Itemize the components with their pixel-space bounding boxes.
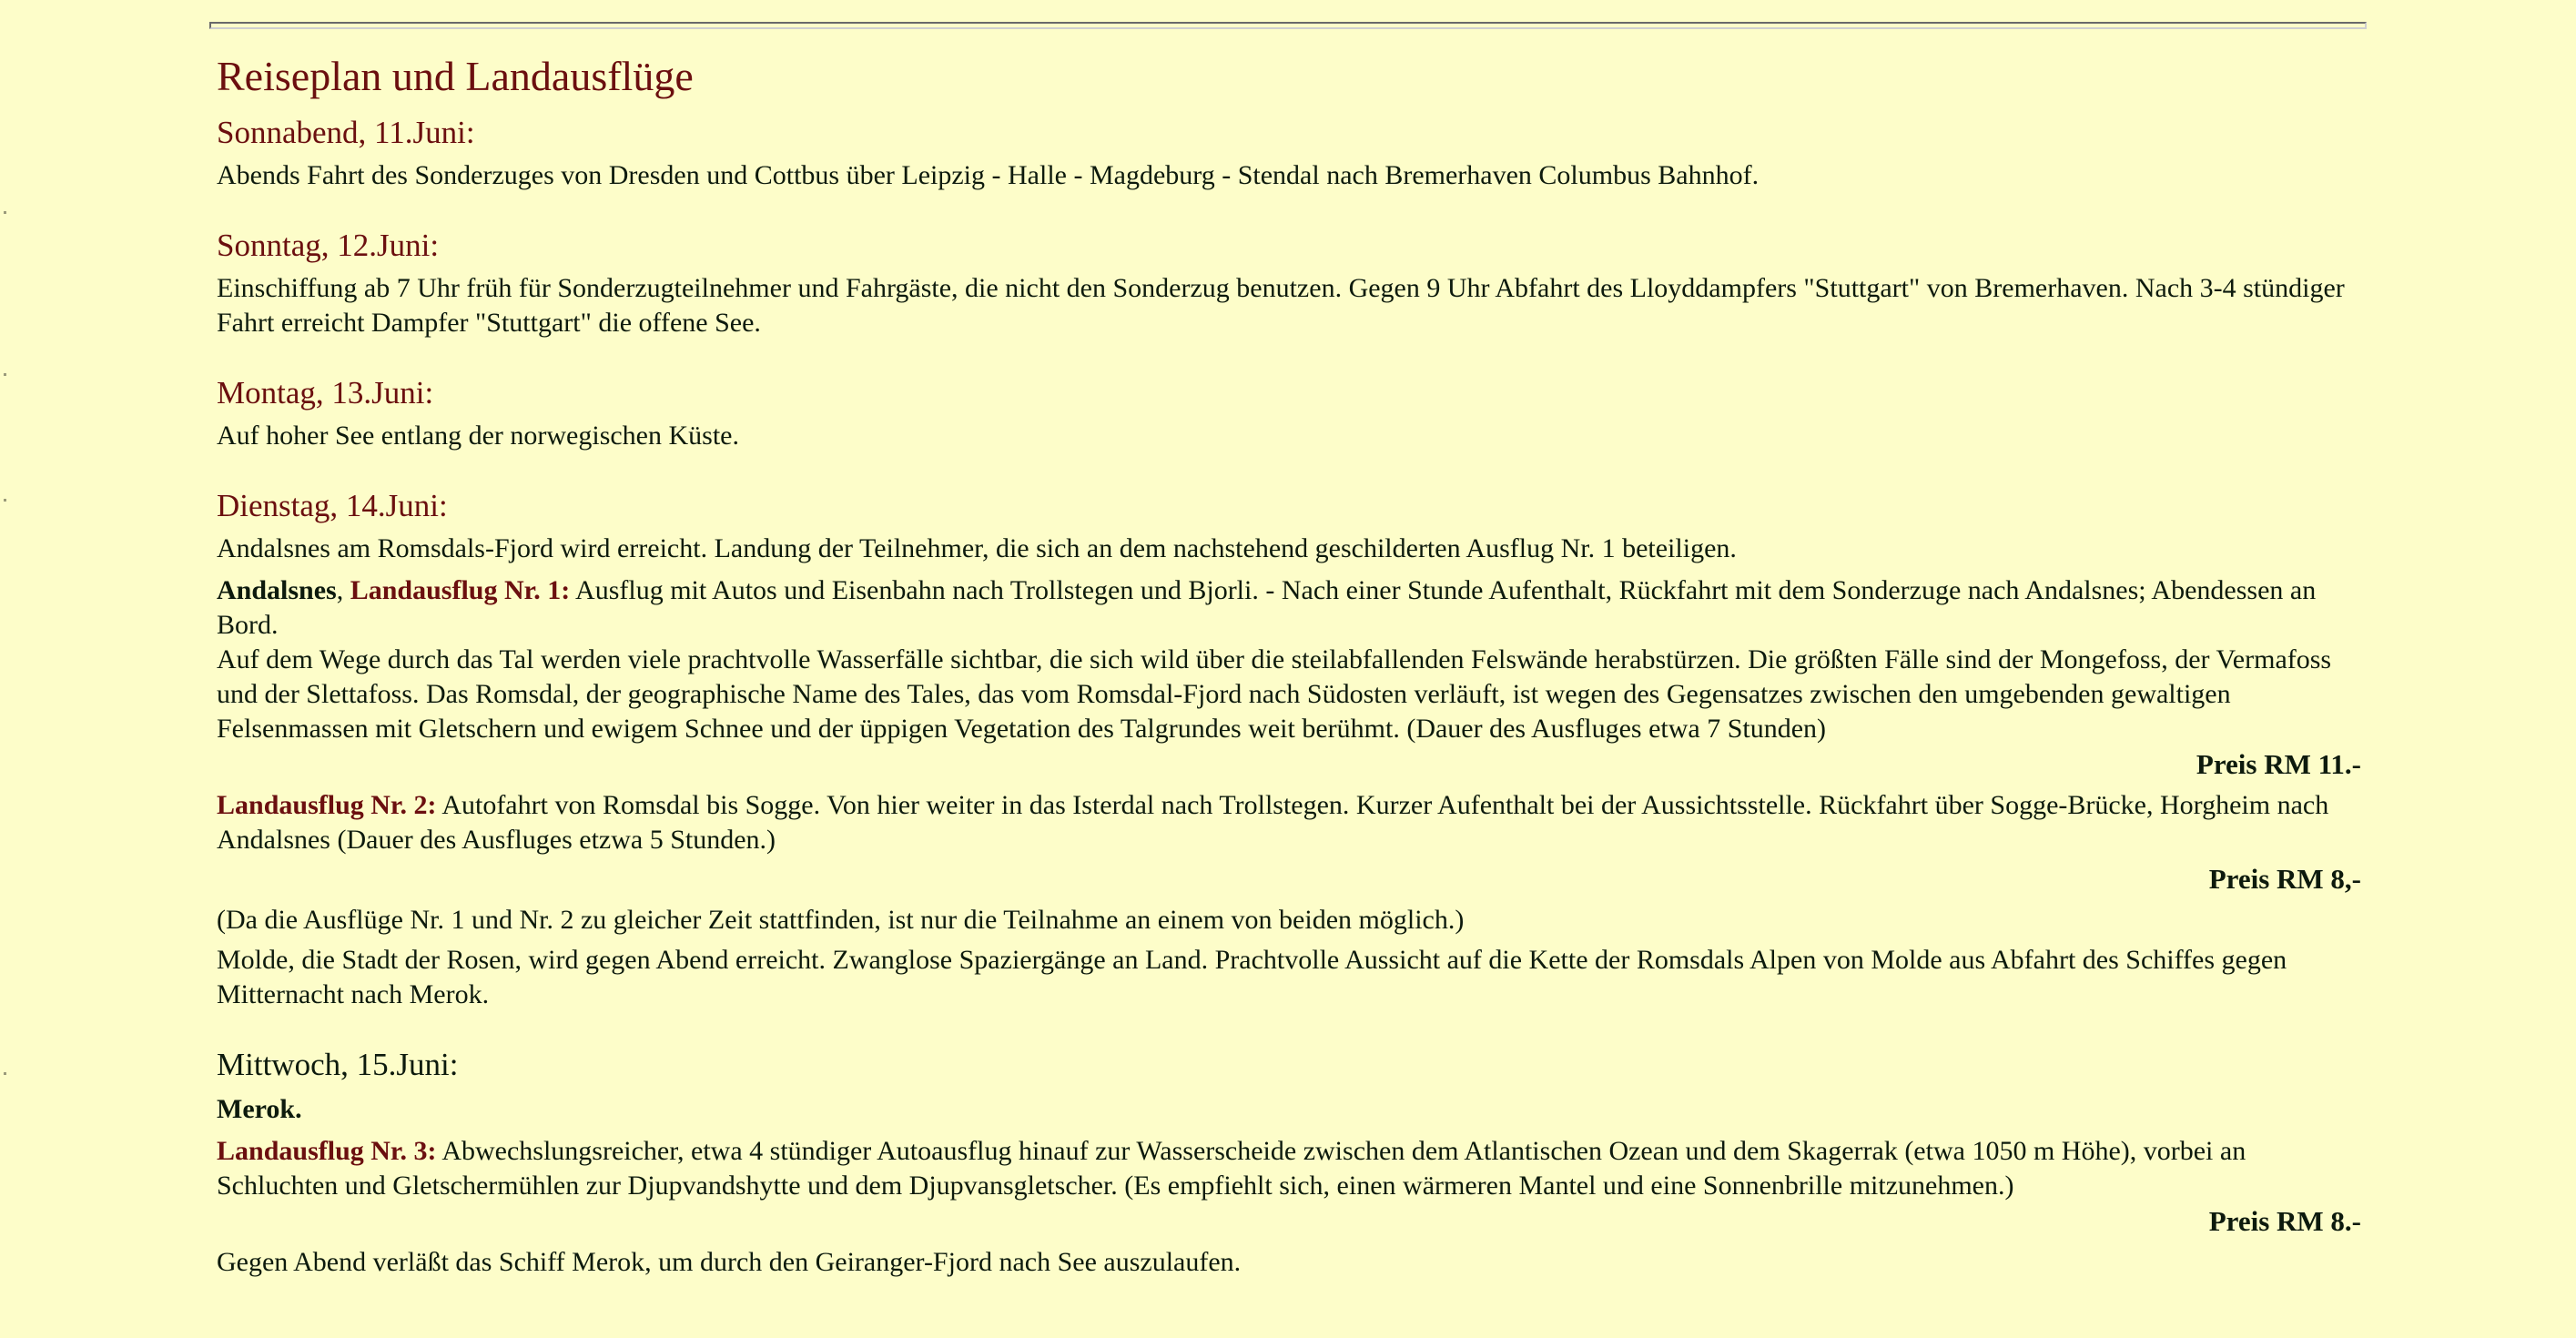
day-intro: Andalsnes am Romsdals-Fjord wird erreicht. Landung der Teilnehmer, die sich an dem nachstehend geschilderten Ausflug Nr. 1 beteiligen. bbox=[217, 533, 1737, 563]
margin-dot bbox=[4, 211, 6, 214]
itinerary-content bbox=[217, 49, 2361, 1280]
day-section-wednesday bbox=[217, 1045, 2361, 1280]
excursion-note: (Da die Ausflüge Nr. 1 und Nr. 2 zu gleicher Zeit stattfinden, ist nur die Teilnahme an einem von beiden möglich.) bbox=[217, 905, 1465, 935]
molde-text: Molde, die Stadt der Rosen, wird gegen Abend erreicht. Zwanglose Spaziergänge an Land. Prachtvolle Aussicht auf die Kette der Romsdals Alpen von Molde aus Abfahrt des Schiffes gegen Mitternacht nach Merok. bbox=[217, 945, 2287, 1009]
excursion-1-description: Auf dem Wege durch das Tal werden viele prachtvolle Wasserfälle sichtbar, die sich wild über die steilabfallenden Felswände herabstürzen. Die größten Fälle sind der Mongefoss, der Vermafoss und der Slettafoss. Das Romsdal, der geographische Name des Tales, das vom Romsdal-Fjord nach Südosten verläuft, ist wegen des Gegensatzes zwischen den umgebenden gewaltigen Felsenmassen mit Gletschern und ewigem Schnee und der üppigen Vegetation des Talgrundes weit berühmt. (Dauer des Ausfluges etwa 7 Stunden) bbox=[217, 644, 2332, 744]
excursion-1 bbox=[217, 573, 2361, 643]
price-label: Preis RM 8.- bbox=[2208, 1205, 2361, 1237]
page-title: Reiseplan und Landausflüge bbox=[217, 53, 694, 99]
excursion-label: Landausflug Nr. 3: bbox=[217, 1136, 437, 1166]
excursion-text: Autofahrt von Romsdal bis Sogge. Von hier weiter in das Isterdal nach Trollstegen. Kurzer Aufenthalt bei der Aussichtsstelle. Rückfahrt über Sogge-Brücke, Horgheim nach Andalsnes (Dauer des Ausfluges etzwa 5 Stunden.) bbox=[217, 790, 2329, 855]
excursion-separator: , bbox=[336, 575, 350, 605]
day-heading: Montag, 13.Juni: bbox=[217, 375, 434, 411]
evening-text: Gegen Abend verläßt das Schiff Merok, um durch den Geiranger-Fjord nach See auszulaufen. bbox=[217, 1247, 1242, 1277]
margin-dot bbox=[4, 373, 6, 376]
horizontal-rule bbox=[209, 22, 2367, 29]
day-text: Abends Fahrt des Sonderzuges von Dresden und Cottbus über Leipzig - Halle - Magdeburg - Stendal nach Bremerhaven Columbus Bahnhof. bbox=[217, 160, 1760, 190]
price-label: Preis RM 8,- bbox=[2208, 863, 2361, 895]
margin-dot bbox=[4, 1072, 6, 1075]
margin-dot bbox=[4, 499, 6, 502]
day-heading: Sonntag, 12.Juni: bbox=[217, 228, 440, 263]
price-label: Preis RM 11.- bbox=[2196, 748, 2361, 780]
excursion-text: Abwechslungsreicher, etwa 4 stündiger Autoausflug hinauf zur Wasserscheide zwischen dem Atlantischen Ozean und dem Skagerrak (etwa 1050 m Höhe), vorbei an Schluchten und Gletschermühlen zur Djupvandshytte und dem Djupvansgletscher. (Es empfiehlt sich, einen wärmeren Mantel und eine Sonnenbrille mitzunehmen.) bbox=[217, 1136, 2246, 1201]
day-heading: Dienstag, 14.Juni: bbox=[217, 488, 448, 523]
excursion-2 bbox=[217, 788, 2361, 857]
day-heading: Sonnabend, 11.Juni: bbox=[217, 115, 475, 150]
day-section-monday bbox=[217, 373, 2361, 453]
excursion-text: Ausflug mit Autos und Eisenbahn nach Trollstegen und Bjorli. - Nach einer Stunde Aufenthalt, Rückfahrt mit dem Sonderzuge nach Andalsnes; Abendessen an Bord. bbox=[217, 575, 2317, 640]
excursion-label: Landausflug Nr. 1: bbox=[350, 575, 571, 605]
day-heading: Mittwoch, 15.Juni: bbox=[217, 1047, 459, 1082]
day-text: Einschiffung ab 7 Uhr früh für Sonderzugteilnehmer und Fahrgäste, die nicht den Sonderzug benutzen. Gegen 9 Uhr Abfahrt des Lloyddampfers "Stuttgart" von Bremerhaven. Nach 3-4 stündiger Fahrt erreicht Dampfer "Stuttgart" die offene See. bbox=[217, 273, 2345, 338]
excursion-3 bbox=[217, 1134, 2361, 1203]
day-text: Auf hoher See entlang der norwegischen Küste. bbox=[217, 421, 739, 451]
excursion-label: Landausflug Nr. 2: bbox=[217, 790, 437, 820]
place-heading: Merok. bbox=[217, 1094, 302, 1124]
day-section-saturday bbox=[217, 113, 2361, 193]
day-section-sunday bbox=[217, 226, 2361, 340]
excursion-place: Andalsnes bbox=[217, 575, 337, 605]
day-section-tuesday bbox=[217, 486, 2361, 1012]
